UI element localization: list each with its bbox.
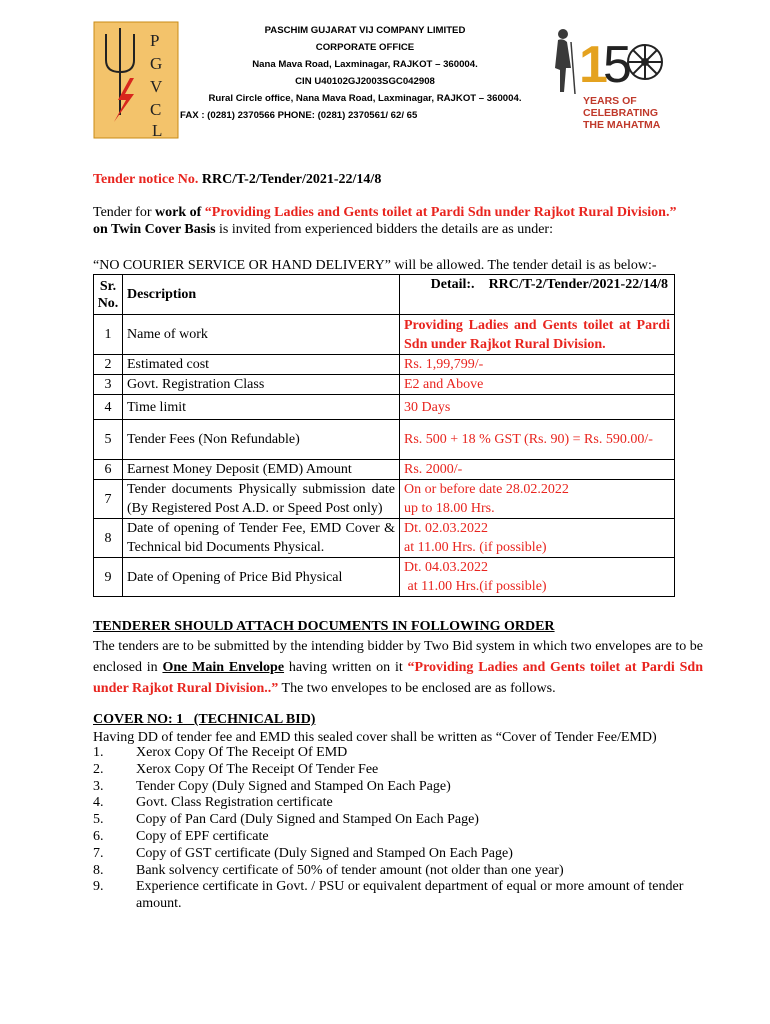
table-row: 6 Earnest Money Deposit (EMD) Amount Rs. 2000/- xyxy=(94,460,675,480)
attach-documents-heading: TENDERER SHOULD ATTACH DOCUMENTS IN FOLLOWING ORDER xyxy=(93,619,555,634)
pgvcl-logo xyxy=(92,20,180,140)
cover1-documents-list xyxy=(93,745,703,913)
tender-intro-line2: on Twin Cover Basis is invited from experienced bidders the details are as under: xyxy=(93,222,553,237)
svg-text:THE MAHATMA: THE MAHATMA xyxy=(583,119,661,131)
list-item: 1. Xerox Copy Of The Receipt Of EMD xyxy=(93,745,348,760)
svg-text:L: L xyxy=(152,121,163,140)
list-item: 5. Copy of Pan Card (Duly Signed and Stamped On Each Page) xyxy=(93,812,479,828)
work-name-detail: Providing Ladies and Gents toilet at Pardi Sdn under Rajkot Rural Division. xyxy=(400,315,675,355)
cover1-heading: COVER NO: 1 (TECHNICAL BID) xyxy=(93,712,316,727)
table-row: 7 Tender documents Physically submission date (By Registered Post A.D. or Speed Post only) On or before date 28.02.2022 up to 18.00 Hrs. xyxy=(94,480,675,519)
office-name: CORPORATE OFFICE xyxy=(315,42,415,53)
list-item: 6. Copy of EPF certificate xyxy=(93,828,269,844)
charkha-wheel-icon xyxy=(628,45,662,79)
svg-text:5: 5 xyxy=(603,36,632,94)
no-courier-notice: “NO COURIER SERVICE OR HAND DELIVERY” will be allowed. The tender detail is as below:- xyxy=(93,258,657,273)
table-row: 9 Date of Opening of Price Bid Physical Dt. 04.03.2022 at 11.00 Hrs.(if possible) xyxy=(94,558,675,597)
svg-text:C: C xyxy=(150,100,162,119)
svg-text:1: 1 xyxy=(579,36,608,94)
svg-text:CELEBRATING: CELEBRATING xyxy=(583,107,659,119)
gandhi-figure-icon xyxy=(555,29,575,94)
cover1-intro: Having DD of tender fee and EMD this sealed cover shall be written as “Cover of Tender Fee/EMD) xyxy=(93,730,657,745)
svg-text:P: P xyxy=(150,31,160,50)
table-row: 8 Date of opening of Tender Fee, EMD Cover & Technical bid Documents Physical. Dt. 02.03.2022 at 11.00 Hrs. (if possible) xyxy=(94,519,675,558)
attach-documents-paragraph: The tenders are to be submitted by the intending bidder by Two Bid system in which two envelopes are to be enclosed in One Main Envelope having written on it “Providing Ladies and Gents toilet at Pardi Sdn under Rajkot Rural Division..” The two envelopes to be enclosed are as follows. xyxy=(93,639,703,696)
table-row: 5 Tender Fees (Non Refundable) Rs. 500 + 18 % GST (Rs. 90) = Rs. 590.00/- xyxy=(94,420,675,460)
tender-notice-number: Tender notice No. RRC/T-2/Tender/2021-22/14/8 xyxy=(93,172,382,187)
header-detail: Detail:. RRC/T-2/Tender/2021-22/14/8 xyxy=(400,275,675,315)
svg-text:V: V xyxy=(150,77,163,96)
table-row: 3 Govt. Registration Class E2 and Above xyxy=(94,375,675,395)
header-sr-no: Sr. No. xyxy=(94,275,123,315)
table-row: 2 Estimated cost Rs. 1,99,799/- xyxy=(94,355,675,375)
list-item: 3. Tender Copy (Duly Signed and Stamped On Each Page) xyxy=(93,778,451,794)
company-name: PASCHIM GUJARAT VIJ COMPANY LIMITED xyxy=(264,25,466,36)
table-row: 4 Time limit 30 Days xyxy=(94,395,675,420)
list-item: 4. Govt. Class Registration certificate xyxy=(93,795,333,811)
tender-detail-table xyxy=(93,274,675,597)
svg-text:G: G xyxy=(150,54,163,73)
rural-office-address: Rural Circle office, Nana Mava Road, Laxminagar, RAJKOT – 360004. xyxy=(208,93,522,104)
list-item: 2. Xerox Copy Of The Receipt Of Tender Fee xyxy=(93,761,379,777)
list-item: 9. Experience certificate in Govt. / PSU or equivalent department of equal or more amount of tender amount. xyxy=(93,879,684,912)
company-address: Nana Mava Road, Laxminagar, RAJKOT – 360004. xyxy=(252,59,478,70)
svg-text:YEARS OF: YEARS OF xyxy=(583,95,637,107)
list-item: 8. Bank solvency certificate of 50% of tender amount (not older than one year) xyxy=(93,862,564,878)
list-item: 7. Copy of GST certificate (Duly Signed and Stamped On Each Page) xyxy=(93,845,513,861)
150-years-mahatma-logo xyxy=(545,20,665,135)
table-row: 1 Name of work Providing Ladies and Gents toilet at Pardi Sdn under Rajkot Rural Division. xyxy=(94,315,675,355)
header-description: Description xyxy=(123,275,400,315)
fax-phone: FAX : (0281) 2370566 PHONE: (0281) 2370561/ 62/ 65 xyxy=(180,110,418,121)
tender-intro-line1: Tender for work of “Providing Ladies and Gents toilet at Pardi Sdn under Rajkot Rural Division.” xyxy=(93,205,677,220)
company-cin: CIN U40102GJ2003SGC042908 xyxy=(295,76,435,87)
table-header-row xyxy=(94,275,675,315)
company-header xyxy=(180,22,550,124)
